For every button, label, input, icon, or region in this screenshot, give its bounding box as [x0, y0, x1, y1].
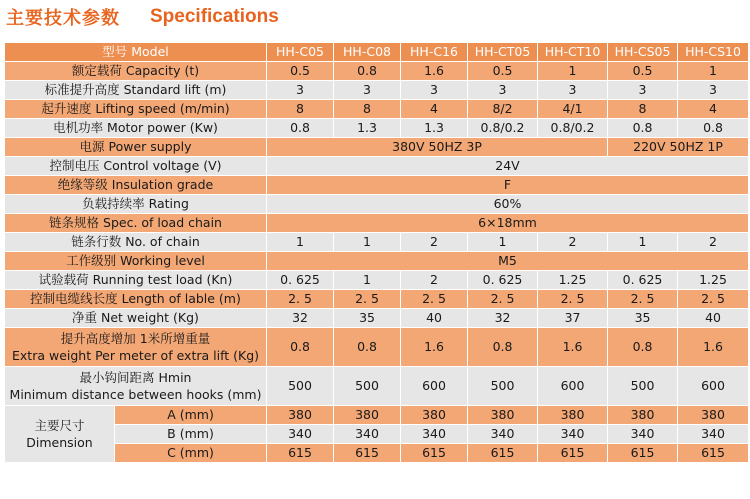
row-value: 340 [538, 425, 608, 444]
row-value: 60% [267, 195, 749, 214]
table-row [5, 233, 749, 252]
table-row [5, 138, 749, 157]
row-value: 615 [267, 444, 334, 463]
table-row [5, 62, 749, 81]
row-value: 3 [678, 81, 749, 100]
table-row [5, 195, 749, 214]
row-value: 1 [334, 233, 401, 252]
row-value: 0.8 [608, 328, 678, 367]
row-value: 340 [468, 425, 538, 444]
row-value: M5 [267, 252, 749, 271]
row-value: 24V [267, 157, 749, 176]
row-value: 380 [334, 406, 401, 425]
row-value: 2. 5 [678, 290, 749, 309]
row-label-cn: 提升高度增加 1米所增重量 [60, 331, 211, 346]
row-value: 8/2 [468, 100, 538, 119]
row-label: 链条规格 Spec. of load chain [5, 214, 267, 233]
table-row [5, 444, 749, 463]
row-label: 绝缘等级 Insulation grade [5, 176, 267, 195]
row-value: 380V 50HZ 3P [267, 138, 608, 157]
row-label: 标准提升高度 Standard lift (m) [5, 81, 267, 100]
model-name: HH-C08 [334, 43, 401, 62]
row-label: 电机功率 Motor power (Kw) [5, 119, 267, 138]
row-value: 0.8 [334, 62, 401, 81]
row-value: 3 [401, 81, 468, 100]
row-value: 500 [267, 367, 334, 406]
row-value: 340 [334, 425, 401, 444]
row-value: 380 [608, 406, 678, 425]
row-label: 负载持续率 Rating [5, 195, 267, 214]
table-row [5, 271, 749, 290]
row-label: 链条行数 No. of chain [5, 233, 267, 252]
row-label-cn: 最小钩间距离 Hmin [79, 370, 192, 385]
row-value: 0.5 [468, 62, 538, 81]
title-cn: 主要技术参数 [6, 8, 120, 29]
dimension-sub-label: B (mm) [115, 425, 267, 444]
row-value: 0. 625 [468, 271, 538, 290]
row-value: 2. 5 [468, 290, 538, 309]
row-value: 1.3 [401, 119, 468, 138]
row-value: 40 [401, 309, 468, 328]
row-label: 试验载荷 Running test load (Kn) [5, 271, 267, 290]
row-value: 32 [468, 309, 538, 328]
row-label: 控制电压 Control voltage (V) [5, 157, 267, 176]
row-value: 3 [334, 81, 401, 100]
row-value: 380 [468, 406, 538, 425]
row-value: 0.8/0.2 [468, 119, 538, 138]
table-row [5, 328, 749, 367]
table-row [5, 119, 749, 138]
row-value: 0. 625 [608, 271, 678, 290]
row-value: 380 [678, 406, 749, 425]
row-value: 615 [401, 444, 468, 463]
row-value: 500 [334, 367, 401, 406]
table-row [5, 214, 749, 233]
row-value: 340 [267, 425, 334, 444]
row-value: 1.6 [401, 328, 468, 367]
dimension-sub-label: C (mm) [115, 444, 267, 463]
dimension-label [5, 406, 115, 463]
table-row [5, 100, 749, 119]
model-name: HH-CT10 [538, 43, 608, 62]
row-value: 0.8 [267, 328, 334, 367]
title-en: Specifications [150, 6, 279, 27]
row-value: 615 [538, 444, 608, 463]
row-value: 2. 5 [401, 290, 468, 309]
table-row [5, 81, 749, 100]
row-label: 电源 Power supply [5, 138, 267, 157]
table-row [5, 425, 749, 444]
model-name: HH-C16 [401, 43, 468, 62]
row-value: 615 [334, 444, 401, 463]
row-value: 2. 5 [538, 290, 608, 309]
row-value: 8 [334, 100, 401, 119]
row-label-en: Minimum distance between hooks (mm) [9, 387, 262, 402]
model-label: 型号 Model [5, 43, 267, 62]
row-value: 340 [678, 425, 749, 444]
row-value: 615 [678, 444, 749, 463]
row-value: 2 [401, 233, 468, 252]
table-row [5, 309, 749, 328]
table-row [5, 367, 749, 406]
row-value: 1.25 [538, 271, 608, 290]
row-value: 8 [608, 100, 678, 119]
row-value: 0.8 [468, 328, 538, 367]
table-row [5, 290, 749, 309]
row-value: 220V 50HZ 1P [608, 138, 749, 157]
row-value: 380 [538, 406, 608, 425]
page-title [6, 2, 279, 32]
dimension-label-cn: 主要尺寸 [34, 418, 85, 433]
row-value: 2. 5 [334, 290, 401, 309]
row-value: 0.5 [267, 62, 334, 81]
table-row [5, 252, 749, 271]
row-label: 额定载荷 Capacity (t) [5, 62, 267, 81]
row-value: 0. 625 [267, 271, 334, 290]
row-value: 3 [608, 81, 678, 100]
row-value: 3 [267, 81, 334, 100]
row-value: 3 [468, 81, 538, 100]
row-value: 380 [401, 406, 468, 425]
row-value: 600 [538, 367, 608, 406]
row-value: 8 [267, 100, 334, 119]
row-value: 1 [334, 271, 401, 290]
table-row [5, 157, 749, 176]
table-row [5, 406, 749, 425]
row-label [5, 367, 267, 406]
row-value: 615 [608, 444, 678, 463]
row-value: 0.8 [608, 119, 678, 138]
row-value: 2 [678, 233, 749, 252]
table-row [5, 176, 749, 195]
row-value: 615 [468, 444, 538, 463]
row-value: 340 [608, 425, 678, 444]
row-value: 1.3 [334, 119, 401, 138]
row-value: 3 [538, 81, 608, 100]
row-value: 1 [267, 233, 334, 252]
row-value: 2. 5 [267, 290, 334, 309]
row-value: 1.6 [401, 62, 468, 81]
row-label: 控制电缆线长度 Length of lable (m) [5, 290, 267, 309]
row-value: 6×18mm [267, 214, 749, 233]
row-value: 0.5 [608, 62, 678, 81]
row-label-en: Extra weight Per meter of extra lift (Kg) [12, 348, 260, 363]
model-name: HH-CT05 [468, 43, 538, 62]
row-value: 1.6 [678, 328, 749, 367]
row-value: 0.8/0.2 [538, 119, 608, 138]
row-value: 35 [608, 309, 678, 328]
row-value: 37 [538, 309, 608, 328]
row-value: 32 [267, 309, 334, 328]
row-value: 1.6 [538, 328, 608, 367]
row-value: 500 [608, 367, 678, 406]
model-name: HH-CS10 [678, 43, 749, 62]
row-value: 1.25 [678, 271, 749, 290]
row-value: 2. 5 [608, 290, 678, 309]
row-value: F [267, 176, 749, 195]
model-name: HH-C05 [267, 43, 334, 62]
dimension-sub-label: A (mm) [115, 406, 267, 425]
row-value: 1 [678, 62, 749, 81]
row-label: 工作级别 Working level [5, 252, 267, 271]
row-value: 600 [401, 367, 468, 406]
row-value: 1 [468, 233, 538, 252]
row-value: 500 [468, 367, 538, 406]
row-value: 2 [538, 233, 608, 252]
row-value: 4/1 [538, 100, 608, 119]
row-value: 40 [678, 309, 749, 328]
row-value: 2 [401, 271, 468, 290]
row-label: 起升速度 Lifting speed (m/min) [5, 100, 267, 119]
row-value: 35 [334, 309, 401, 328]
row-value: 1 [608, 233, 678, 252]
row-value: 0.8 [678, 119, 749, 138]
row-value: 340 [401, 425, 468, 444]
spec-table [4, 42, 749, 463]
row-label: 净重 Net weight (Kg) [5, 309, 267, 328]
row-value: 1 [538, 62, 608, 81]
row-value: 0.8 [334, 328, 401, 367]
model-name: HH-CS05 [608, 43, 678, 62]
row-value: 0.8 [267, 119, 334, 138]
row-value: 380 [267, 406, 334, 425]
row-value: 4 [401, 100, 468, 119]
row-value: 4 [678, 100, 749, 119]
table-header-row [5, 43, 749, 62]
dimension-label-en: Dimension [26, 435, 93, 450]
row-label [5, 328, 267, 367]
row-value: 600 [678, 367, 749, 406]
